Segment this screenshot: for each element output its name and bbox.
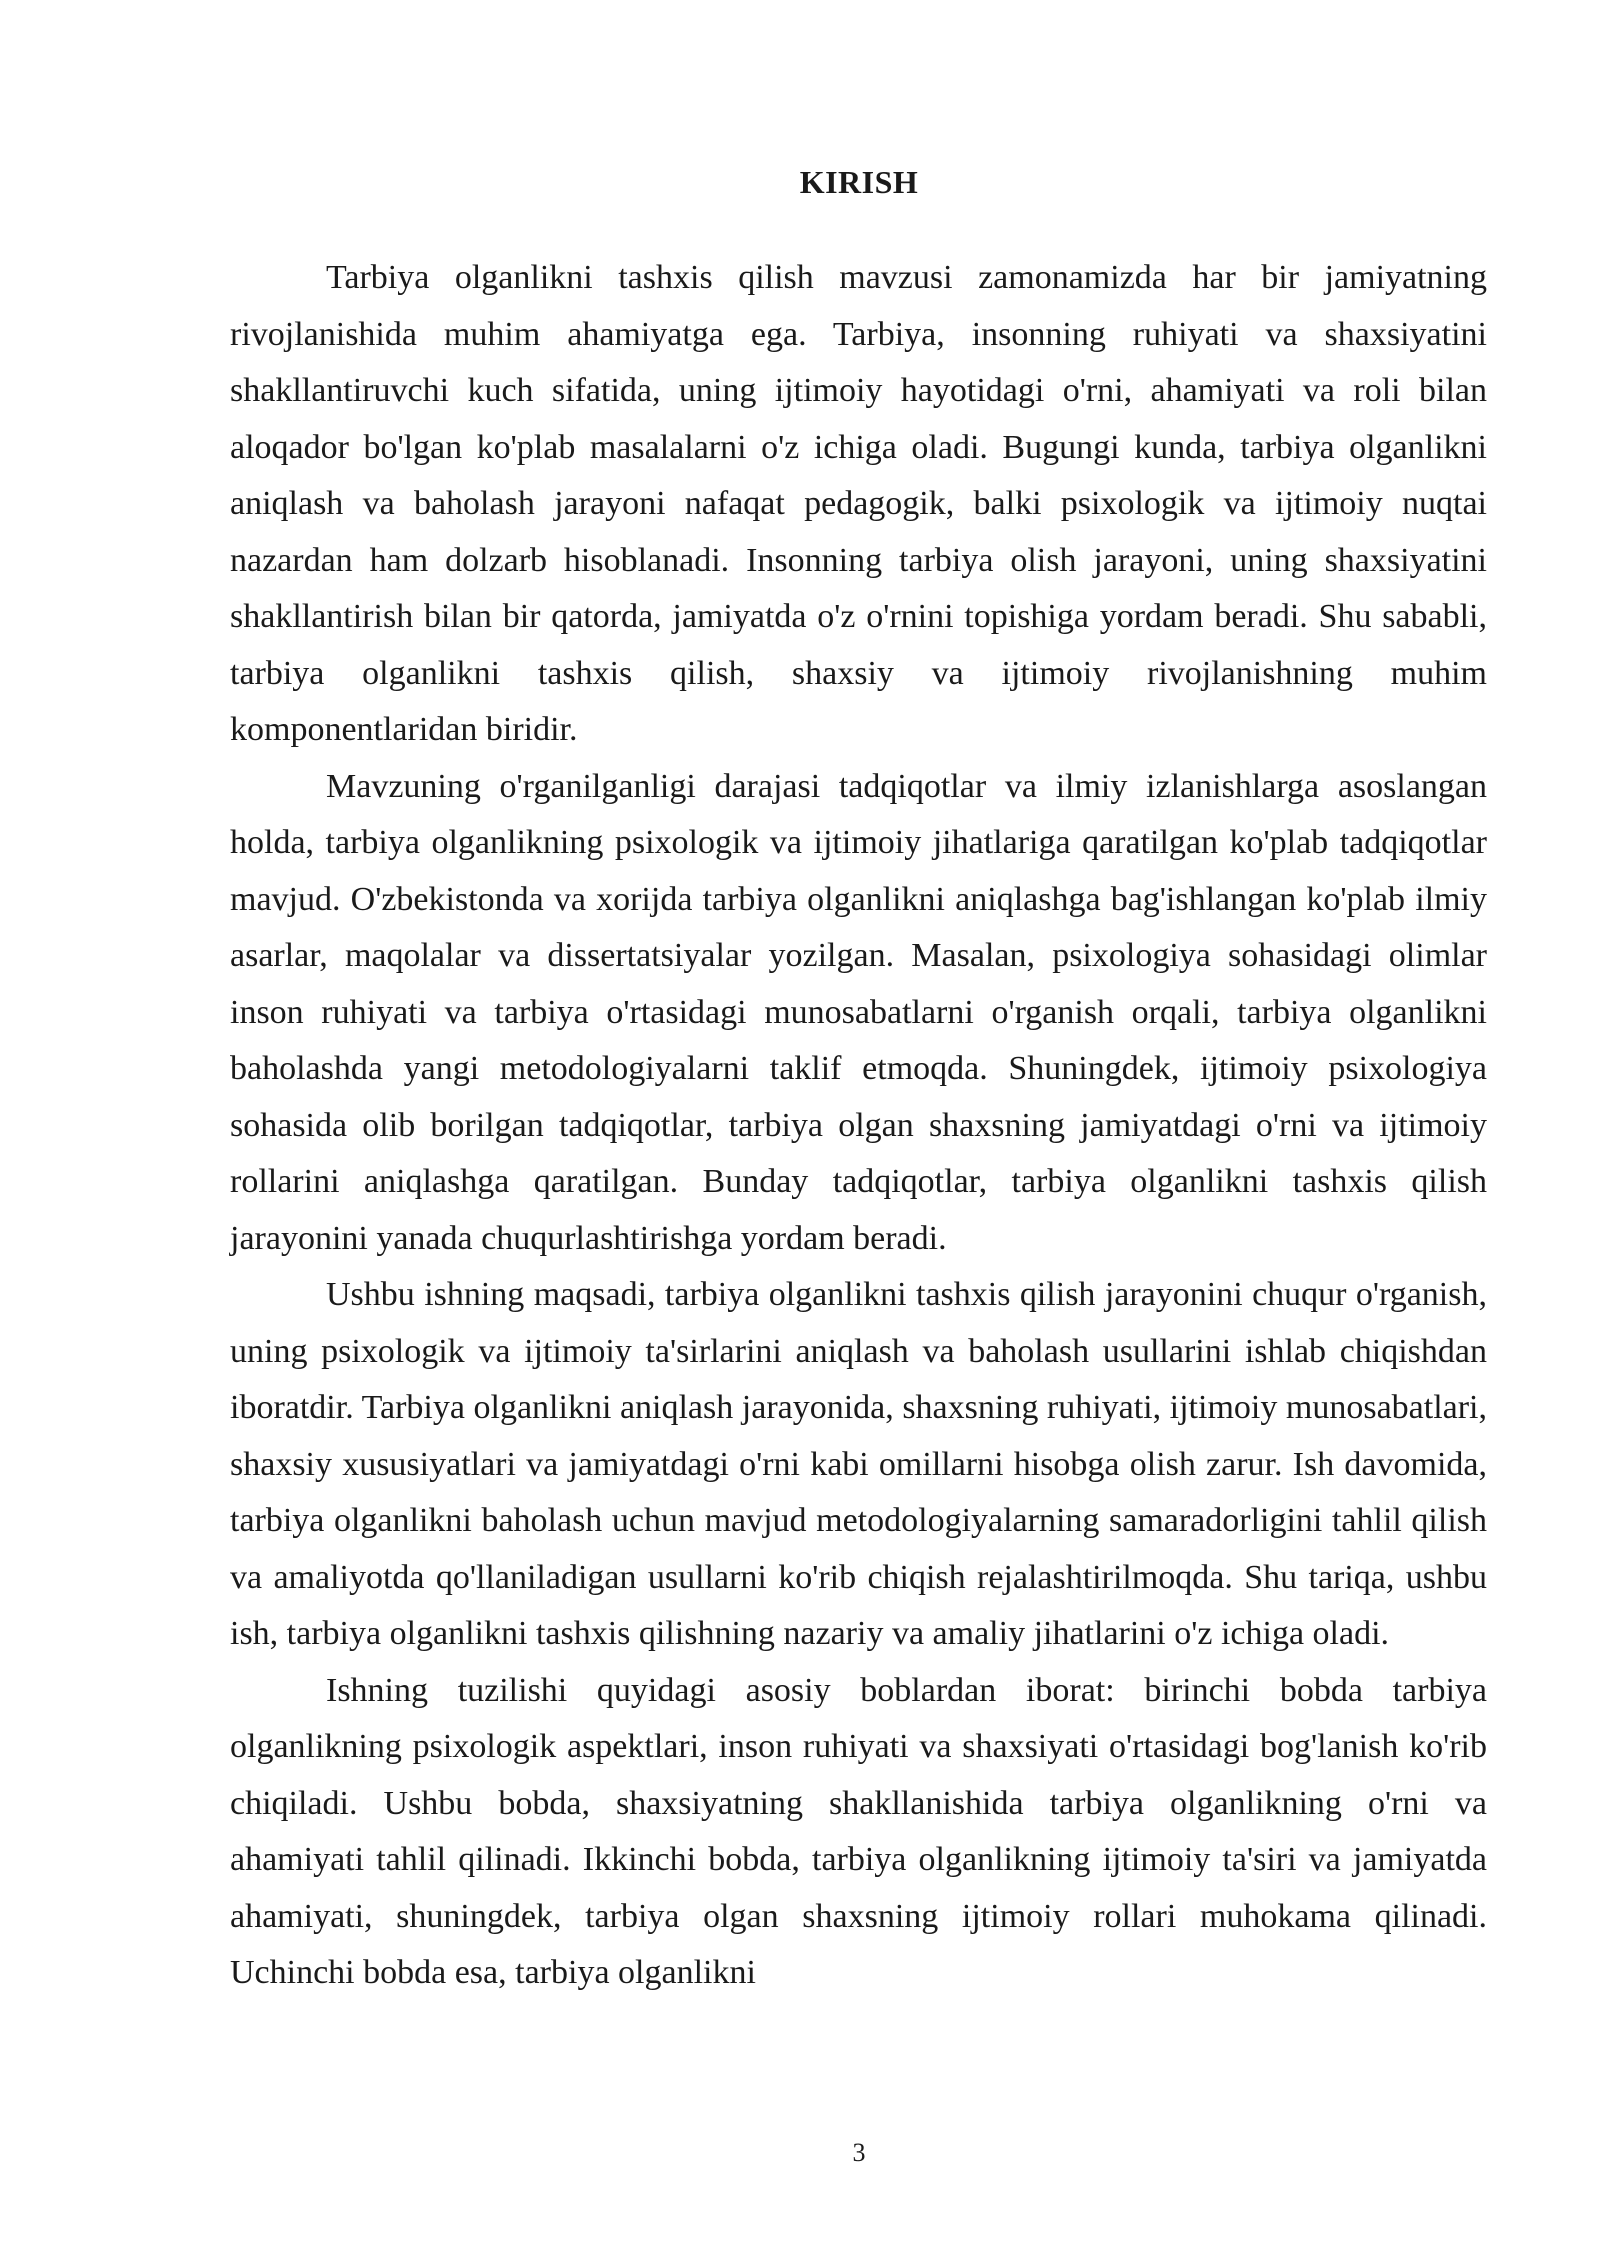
paragraph-work-goal: Ushbu ishning maqsadi, tarbiya olganlikni tashxis qilish jarayonini chuqur o'rganish, uning psixologik va ijtimoiy ta'sirlarini aniqlash va baholash usullarini ishlab chiqishdan iboratdir. Tarbiya olganlikni aniqlash jarayonida, shaxsning ruhiyati, ijtimoiy munosabatlari, shaxsiy xususiyatlari va jamiyatdagi o'rni kabi omillarni hisobga olish zarur. Ish davomida, tarbiya olganlikni baholash uchun mavjud metodologiyalarning samaradorligini tahlil qilish va amaliyotda qo'llaniladigan usullarni ko'rib chiqish rejalashtirilmoqda. Shu tariqa, ushbu ish, tarbiya olganlikni tashxis qilishning nazariy va amaliy jihatlarini o'z ichiga oladi.: [230, 1276, 1487, 1652]
page-number: 3: [852, 2138, 866, 2167]
body-text: [230, 250, 1487, 2002]
section-title: KIRISH: [799, 164, 919, 200]
paragraph-introduction: Tarbiya olganlikni tashxis qilish mavzusi zamonamizda har bir jamiyatning rivojlanishida muhim ahamiyatga ega. Tarbiya, insonning ruhiyati va shaxsiyatini shakllantiruvchi kuch sifatida, uning ijtimoiy hayotidagi o'rni, ahamiyati va roli bilan aloqador bo'lgan ko'plab masalalarni o'z ichiga oladi. Bugungi kunda, tarbiya olganlikni aniqlash va baholash jarayoni nafaqat pedagogik, balki psixologik va ijtimoiy nuqtai nazardan ham dolzarb hisoblanadi. Insonning tarbiya olish jarayoni, uning shaxsiyatini shakllantirish bilan bir qatorda, jamiyatda o'z o'rnini topishiga yordam beradi. Shu sababli, tarbiya olganlikni tashxis qilish, shaxsiy va ijtimoiy rivojlanishning muhim komponentlaridan biridir.: [230, 259, 1487, 748]
paragraph-work-structure: Ishning tuzilishi quyidagi asosiy boblardan iborat: birinchi bobda tarbiya olganlikning psixologik aspektlari, inson ruhiyati va shaxsiyati o'rtasidagi bog'lanish ko'rib chiqiladi. Ushbu bobda, shaxsiyatning shakllanishida tarbiya olganlikning o'rni va ahamiyati tahlil qilinadi. Ikkinchi bobda, tarbiya olganlikning ijtimoiy ta'siri va jamiyatda ahamiyati, shuningdek, tarbiya olgan shaxsning ijtimoiy rollari muhokama qilinadi. Uchinchi bobda esa, tarbiya olganlikni: [230, 1671, 1487, 1991]
paragraph-research-degree: Mavzuning o'rganilganligi darajasi tadqiqotlar va ilmiy izlanishlarga asoslangan holda, tarbiya olganlikning psixologik va ijtimoiy jihatlariga qaratilgan ko'plab tadqiqotlar mavjud. O'zbekistonda va xorijda tarbiya olganlikni aniqlashga bag'ishlangan ko'plab ilmiy asarlar, maqolalar va dissertatsiyalar yozilgan. Masalan, psixologiya sohasidagi olimlar inson ruhiyati va tarbiya o'rtasidagi munosabatlarni o'rganish orqali, tarbiya olganlikni baholashda yangi metodologiyalarni taklif etmoqda. Shuningdek, ijtimoiy psixologiya sohasida olib borilgan tadqiqotlar, tarbiya olgan shaxsning jamiyatdagi o'rni va ijtimoiy rollarini aniqlashga qaratilgan. Bunday tadqiqotlar, tarbiya olganlikni tashxis qilish jarayonini yanada chuqurlashtirishga yordam beradi.: [230, 767, 1487, 1257]
